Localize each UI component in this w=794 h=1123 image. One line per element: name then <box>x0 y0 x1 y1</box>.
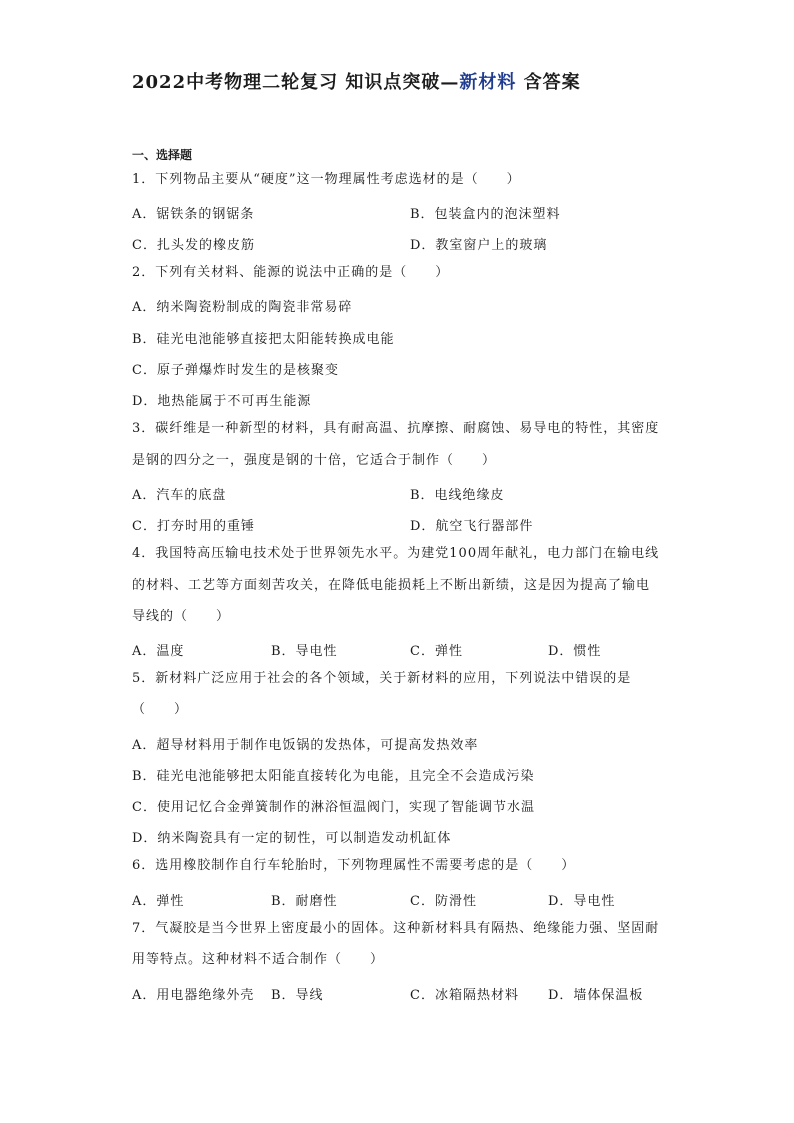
question-3-stem-line1: 3．碳纤维是一种新型的材料，具有耐高温、抗摩擦、耐腐蚀、易导电的特性，其密度 <box>132 421 660 436</box>
question-5-stem-line2: （ ） <box>132 702 189 717</box>
question-7-option-a: A．用电器绝缘外壳 <box>132 988 255 1003</box>
question-6-option-c: C．防滑性 <box>410 894 477 909</box>
question-4-option-a: A．温度 <box>132 644 185 659</box>
question-7-option-b: B．导线 <box>271 988 324 1003</box>
question-3-stem-line2: 是钢的四分之一，强度是钢的十倍，它适合于制作（ ） <box>132 453 497 468</box>
document-title <box>132 68 581 94</box>
question-7-stem-line2: 用等特点。这种材料不适合制作（ ） <box>132 952 385 967</box>
question-4-option-d: D．惯性 <box>548 644 602 659</box>
question-3-option-b: B．电线绝缘皮 <box>410 488 505 503</box>
question-5-stem-line1: 5．新材料广泛应用于社会的各个领域，关于新材料的应用，下列说法中错误的是 <box>132 671 632 686</box>
question-5-option-a: A．超导材料用于制作电饭锅的发热体，可提高发热效率 <box>132 738 479 753</box>
question-5-option-d: D．纳米陶瓷具有一定的韧性，可以制造发动机缸体 <box>132 831 452 846</box>
question-4-stem-line1: 4．我国特高压输电技术处于世界领先水平。为建党100周年献礼，电力部门在输电线 <box>132 546 660 561</box>
question-6-option-a: A．弹性 <box>132 894 185 909</box>
question-3-option-a: A．汽车的底盘 <box>132 488 227 503</box>
question-2-option-a: A．纳米陶瓷粉制成的陶瓷非常易碎 <box>132 300 353 315</box>
question-6-option-d: D．导电性 <box>548 894 616 909</box>
question-1-option-a: A．锯铁条的钢锯条 <box>132 207 255 222</box>
section-heading: 一、选择题 <box>132 148 193 162</box>
question-1-stem: 1．下列物品主要从“硬度”这一物理属性考虑选材的是（ ） <box>132 172 521 187</box>
question-6-option-b: B．耐磨性 <box>271 894 338 909</box>
question-1-option-b: B．包装盒内的泡沫塑料 <box>410 207 561 222</box>
question-7-option-d: D．墙体保温板 <box>548 988 644 1003</box>
title-suffix: 含答案 <box>516 72 581 93</box>
question-4-option-c: C．弹性 <box>410 644 463 659</box>
question-1-option-d: D．教室窗户上的玻璃 <box>410 238 548 253</box>
question-3-option-c: C．打夯时用的重锤 <box>132 519 255 534</box>
question-7-option-c: C．冰箱隔热材料 <box>410 988 519 1003</box>
question-2-option-b: B．硅光电池能够直接把太阳能转换成电能 <box>132 332 395 347</box>
question-4-option-b: B．导电性 <box>271 644 338 659</box>
question-4-stem-line3: 导线的（ ） <box>132 609 231 624</box>
question-5-option-b: B．硅光电池能够把太阳能直接转化为电能，且完全不会造成污染 <box>132 769 535 784</box>
question-2-option-d: D．地热能属于不可再生能源 <box>132 394 312 409</box>
title-highlight: 新材料 <box>459 72 517 93</box>
question-6-stem: 6．选用橡胶制作自行车轮胎时，下列物理属性不需要考虑的是（ ） <box>132 858 576 873</box>
question-5-option-c: C．使用记忆合金弹簧制作的淋浴恒温阀门，实现了智能调节水温 <box>132 800 535 815</box>
question-2-option-c: C．原子弹爆炸时发生的是核聚变 <box>132 363 339 378</box>
question-7-stem-line1: 7．气凝胶是当今世界上密度最小的固体。这种新材料具有隔热、绝缘能力强、坚固耐 <box>132 921 660 936</box>
question-3-option-d: D．航空飞行器部件 <box>410 519 534 534</box>
question-2-stem: 2．下列有关材料、能源的说法中正确的是（ ） <box>132 265 450 280</box>
question-1-option-c: C．扎头发的橡皮筋 <box>132 238 255 253</box>
title-main: 2022中考物理二轮复习 知识点突破— <box>132 72 460 93</box>
question-4-stem-line2: 的材料、工艺等方面刻苦攻关，在降低电能损耗上不断出新绩，这是因为提高了输电 <box>132 578 651 593</box>
